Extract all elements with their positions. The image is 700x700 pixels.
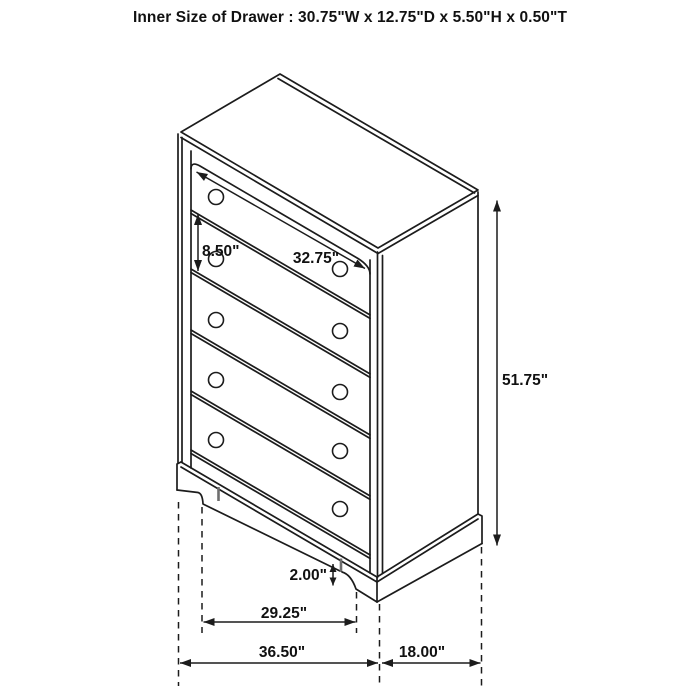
- drawer-knob: [333, 324, 348, 339]
- drawer-knob: [209, 313, 224, 328]
- dim-label-drawer-width: 32.75": [292, 250, 340, 267]
- drawer-knob: [209, 433, 224, 448]
- drawer-knob: [333, 444, 348, 459]
- drawer-knob: [209, 373, 224, 388]
- dim-label-overall-height: 51.75": [502, 372, 549, 389]
- dim-label-overall-depth: 18.00": [398, 644, 446, 661]
- dim-label-base-inner-width: 29.25": [260, 605, 308, 622]
- drawer-knob: [209, 190, 224, 205]
- dim-label-drawer-height: 8.50": [202, 243, 240, 260]
- dim-label-overall-width: 36.50": [258, 644, 306, 661]
- page-title: Inner Size of Drawer : 30.75"W x 12.75"D x 5.50"H x 0.50"T: [132, 9, 568, 26]
- dim-label-base-clearance: 2.00": [289, 567, 327, 584]
- drawer-knob: [333, 502, 348, 517]
- drawer-knob: [333, 385, 348, 400]
- chest-line-art: [177, 74, 482, 602]
